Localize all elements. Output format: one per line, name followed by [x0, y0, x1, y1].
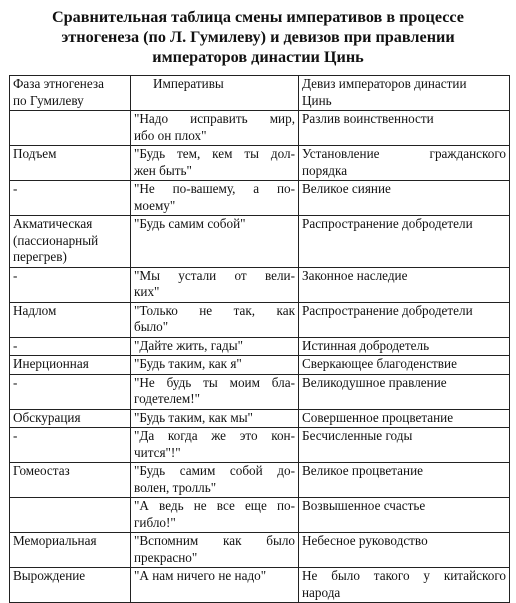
- cell-imperative-line: чится"!": [134, 444, 181, 460]
- cell-phase: [10, 463, 131, 498]
- cell-motto: [299, 181, 510, 216]
- cell-imperative: [131, 409, 299, 428]
- cell-motto-line: народа: [302, 584, 341, 600]
- cell-phase: [10, 409, 131, 428]
- cell-phase-line: -: [13, 428, 18, 443]
- table-header-row: [10, 76, 510, 111]
- cell-motto-line: Разлив воинственности: [302, 111, 434, 126]
- cell-motto: [299, 302, 510, 337]
- cell-motto: [299, 498, 510, 533]
- cell-motto: [299, 428, 510, 463]
- cell-motto-line: Великодушное правление: [302, 374, 447, 390]
- cell-motto: [299, 111, 510, 146]
- header-phase-line-2: по Гумилеву: [13, 92, 84, 108]
- cell-phase-line: Подъем: [13, 146, 57, 161]
- cell-imperative-line: прекрасно": [134, 549, 198, 565]
- table-row: [10, 146, 510, 181]
- cell-motto-line: Законное наследие: [302, 267, 408, 283]
- cell-phase-line: Вырождение: [13, 568, 86, 583]
- cell-imperative: [131, 111, 299, 146]
- table-row: [10, 302, 510, 337]
- table-row: [10, 374, 510, 409]
- cell-phase-line: Надлом: [13, 302, 57, 318]
- cell-motto: [299, 409, 510, 428]
- cell-motto-line: порядка: [302, 162, 348, 178]
- cell-motto: [299, 533, 510, 568]
- table-row: [10, 267, 510, 302]
- document-title: [0, 7, 516, 67]
- cell-imperative: [131, 146, 299, 181]
- title-line-2: этногенеза (по Л. Гумилеву) и девизов при правлении: [61, 28, 455, 46]
- cell-motto: [299, 356, 510, 375]
- cell-phase-line: (пассионарный: [13, 232, 99, 248]
- cell-motto-line: Не было такого у китайского: [302, 568, 506, 583]
- cell-motto-line: Истинная добродетель: [302, 337, 430, 353]
- cell-imperative-line: "А ведь не все еще по-: [134, 498, 295, 513]
- cell-phase-line: Мемориальная: [13, 533, 97, 548]
- header-motto: [299, 76, 510, 111]
- cell-imperative-line: "Будь таким, как я": [134, 356, 242, 371]
- cell-phase: [10, 267, 131, 302]
- cell-imperative-line: "Будь таким, как мы": [134, 409, 253, 425]
- cell-imperative: [131, 356, 299, 375]
- cell-phase-line: Инерционная: [13, 356, 89, 371]
- cell-imperative-line: годетелем!": [134, 391, 201, 406]
- cell-phase-line: Акматическая: [13, 216, 93, 231]
- table-row: [10, 111, 510, 146]
- cell-imperative: [131, 428, 299, 463]
- comparison-table: [9, 75, 510, 603]
- table-row: [10, 181, 510, 216]
- cell-phase: [10, 568, 131, 603]
- cell-imperative-line: "А нам ничего не надо": [134, 568, 267, 583]
- cell-phase-line: перегрев): [13, 249, 67, 264]
- header-imperatives: [131, 76, 299, 111]
- cell-imperative: [131, 216, 299, 268]
- table-row: [10, 409, 510, 428]
- cell-imperative-line: ких": [134, 284, 160, 299]
- cell-motto-line: Распространение добродетели: [302, 302, 473, 318]
- cell-phase: [10, 428, 131, 463]
- table-body: [10, 111, 510, 603]
- cell-motto-line: Великое сияние: [302, 181, 391, 196]
- cell-motto-line: Установление гражданского: [302, 146, 506, 161]
- cell-imperative-line: жен быть": [134, 162, 192, 178]
- cell-imperative-line: гибло!": [134, 514, 176, 530]
- cell-phase: [10, 337, 131, 356]
- cell-motto: [299, 374, 510, 409]
- cell-imperative: [131, 498, 299, 533]
- header-phase: [10, 76, 131, 111]
- cell-imperative-line: "Мы устали от вели-: [134, 267, 295, 283]
- cell-phase: [10, 533, 131, 568]
- header-motto-line-1: Девиз императоров династии: [302, 76, 467, 91]
- table-row: [10, 337, 510, 356]
- cell-imperative: [131, 267, 299, 302]
- table-row: [10, 216, 510, 268]
- cell-motto-line: Распространение добродетели: [302, 216, 473, 231]
- cell-phase-line: -: [13, 374, 18, 390]
- cell-imperative: [131, 302, 299, 337]
- cell-imperative-line: "Будь тем, кем ты дол-: [134, 146, 295, 161]
- cell-phase-line: Гомеостаз: [13, 463, 70, 478]
- cell-motto: [299, 568, 510, 603]
- cell-imperative: [131, 181, 299, 216]
- cell-imperative-line: ибо он плох": [134, 127, 207, 143]
- cell-imperative-line: "Будь самим собой": [134, 216, 246, 231]
- cell-phase: [10, 302, 131, 337]
- cell-imperative-line: "Не будь ты моим бла-: [134, 374, 295, 390]
- cell-imperative-line: "Надо исправить мир,: [134, 111, 295, 126]
- table-row: [10, 463, 510, 498]
- cell-phase-line: -: [13, 267, 18, 283]
- table-row: [10, 356, 510, 375]
- cell-phase: [10, 356, 131, 375]
- cell-motto-line: Сверкающее благоденствие: [302, 356, 457, 371]
- cell-imperative: [131, 337, 299, 356]
- cell-phase: [10, 111, 131, 146]
- header-phase-line-1: Фаза этногенеза: [13, 76, 104, 91]
- table-row: [10, 533, 510, 568]
- cell-imperative: [131, 568, 299, 603]
- cell-imperative: [131, 533, 299, 568]
- cell-imperative-line: "Да когда же это кон-: [134, 428, 295, 443]
- cell-phase-line: -: [13, 337, 18, 353]
- cell-imperative-line: "Будь самим собой до-: [134, 463, 295, 478]
- table-row: [10, 498, 510, 533]
- cell-motto: [299, 146, 510, 181]
- cell-imperative-line: "Дайте жить, гады": [134, 337, 243, 353]
- cell-imperative-line: "Вспомним как было: [134, 533, 295, 548]
- cell-phase: [10, 498, 131, 533]
- cell-motto-line: Великое процветание: [302, 463, 423, 478]
- cell-imperative-line: волен, тролль": [134, 479, 217, 495]
- cell-phase-line: -: [13, 181, 18, 196]
- table-row: [10, 428, 510, 463]
- title-line-3: императоров династии Цинь: [152, 48, 364, 66]
- table-row: [10, 568, 510, 603]
- header-motto-line-2: Цинь: [302, 92, 332, 108]
- cell-motto-line: Возвышенное счастье: [302, 498, 426, 513]
- cell-imperative: [131, 374, 299, 409]
- cell-motto: [299, 337, 510, 356]
- cell-imperative-line: "Только не так, как: [134, 302, 295, 318]
- cell-motto-line: Небесное руководство: [302, 533, 428, 548]
- cell-motto: [299, 463, 510, 498]
- cell-phase: [10, 216, 131, 268]
- cell-imperative-line: "Не по-вашему, а по-: [134, 181, 295, 196]
- cell-phase-line: Обскурация: [13, 409, 81, 425]
- cell-phase: [10, 374, 131, 409]
- cell-imperative-line: было": [134, 319, 169, 334]
- cell-phase: [10, 181, 131, 216]
- cell-imperative: [131, 463, 299, 498]
- title-line-1: Сравнительная таблица смены императивов в процессе: [51, 8, 464, 26]
- cell-motto: [299, 267, 510, 302]
- cell-motto: [299, 216, 510, 268]
- header-imperatives-label: Императивы: [153, 76, 224, 91]
- cell-phase: [10, 146, 131, 181]
- cell-motto-line: Совершенное процветание: [302, 409, 454, 425]
- cell-motto-line: Бесчисленные годы: [302, 428, 413, 443]
- cell-imperative-line: моему": [134, 197, 176, 213]
